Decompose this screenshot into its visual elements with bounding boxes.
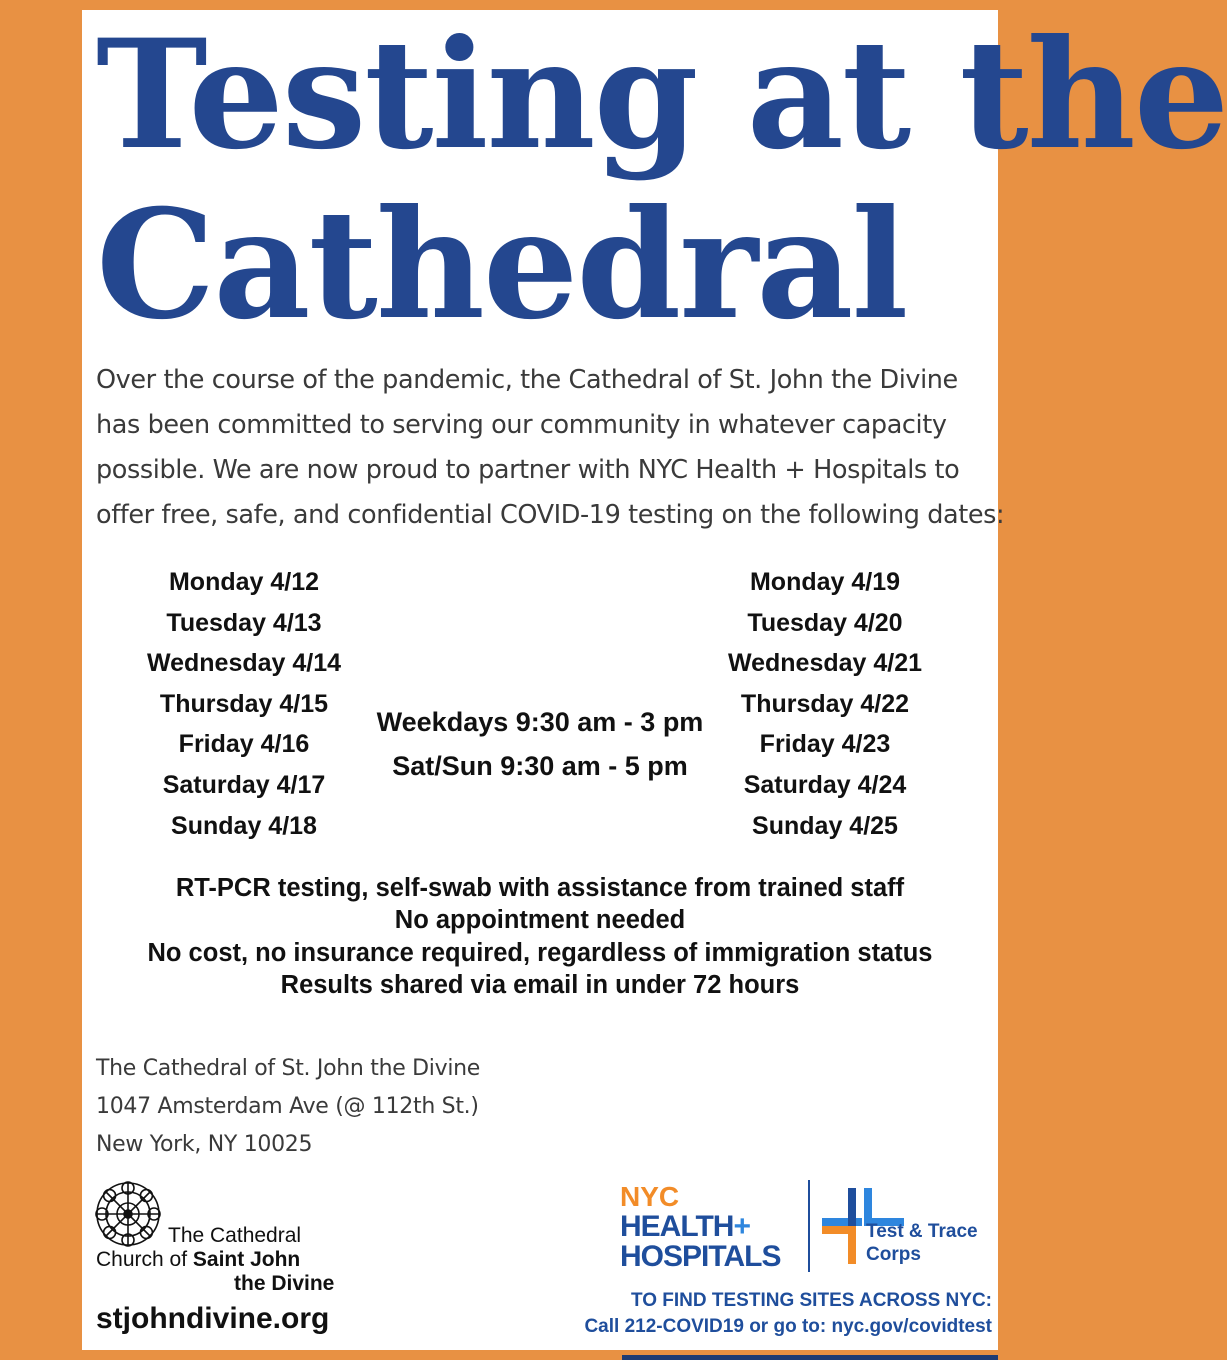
flyer [82,7,1227,1350]
date-item: Sunday 4/18 [171,811,317,840]
date-item: Monday 4/12 [168,568,320,596]
address-line: New York, NY 10025 [96,1132,313,1157]
cathedral-logo-text [96,1224,334,1296]
date-item: Thursday 4/15 [159,689,329,718]
address-block [96,1050,480,1164]
nyc-health-hospitals-logo [620,1182,780,1272]
date-item: Friday 4/23 [759,730,891,759]
cathedral-logo-line [96,1248,334,1272]
address-line: The Cathedral of St. John the Divine [96,1056,481,1081]
nyc-logo-line: NYC [620,1181,680,1212]
find-sites-line: TO FIND TESTING SITES ACROSS NYC: [630,1290,992,1311]
intro-paragraph [96,358,1005,538]
intro-line: Over the course of the pandemic, the Cathedral of St. John the Divine [96,365,958,395]
nyc-logo-health: HEALTH [620,1210,734,1243]
testing-features [82,872,998,1001]
title-line-2: Cathedral [96,177,907,353]
cathedral-logo-prefix: Church of [96,1248,193,1271]
date-item: Thursday 4/22 [740,689,910,718]
title-line-1: Testing at the [96,7,1227,183]
date-item: Friday 4/16 [178,730,310,759]
cathedral-logo-bold: Saint John [192,1248,301,1271]
cathedral-logo-line: the Divine [234,1272,335,1295]
feature-item: No cost, no insurance required, regardless of immigration status [147,938,933,967]
find-testing-sites [522,1288,992,1340]
date-item: Monday 4/19 [749,568,901,596]
plus-icon: + [733,1210,750,1243]
date-item: Wednesday 4/14 [146,649,342,678]
date-item: Tuesday 4/20 [747,608,903,637]
dates-week-1 [114,562,374,846]
website-link[interactable]: stjohndivine.org [96,1302,330,1335]
footer-bar [622,1355,998,1360]
cathedral-logo-line: The Cathedral [168,1224,302,1247]
feature-item: Results shared via email in under 72 hours [280,970,800,999]
test-trace-line: Corps [866,1244,921,1265]
test-trace-line: Test & Trace [866,1221,978,1242]
address-line: 1047 Amsterdam Ave (@ 112th St.) [96,1094,479,1119]
date-item: Tuesday 4/13 [166,608,322,637]
feature-item: RT-PCR testing, self-swab with assistance from trained staff [175,874,905,902]
date-item: Wednesday 4/21 [727,649,923,678]
nyc-logo-line [620,1212,780,1242]
intro-line: has been committed to serving our community in whatever capacity [96,410,947,440]
page-title [96,7,1227,353]
dates-week-2 [695,562,955,846]
nyc-logo-line: HOSPITALS [620,1240,781,1273]
intro-line: possible. We are now proud to partner with NYC Health + Hospitals to [96,455,960,485]
testing-hours [350,700,730,788]
find-sites-line: Call 212-COVID19 or go to: nyc.gov/covidtest [584,1316,992,1337]
date-item: Saturday 4/17 [162,770,326,799]
weekend-hours: Sat/Sun 9:30 am - 5 pm [392,751,688,781]
test-trace-logo-text [866,1220,978,1266]
date-item: Saturday 4/24 [743,770,907,799]
feature-item: No appointment needed [394,906,686,935]
date-item: Sunday 4/25 [752,811,898,840]
intro-line: offer free, safe, and confidential COVID-19 testing on the following dates: [96,500,1005,530]
weekday-hours: Weekdays 9:30 am - 3 pm [376,707,704,737]
logo-divider [808,1180,810,1272]
